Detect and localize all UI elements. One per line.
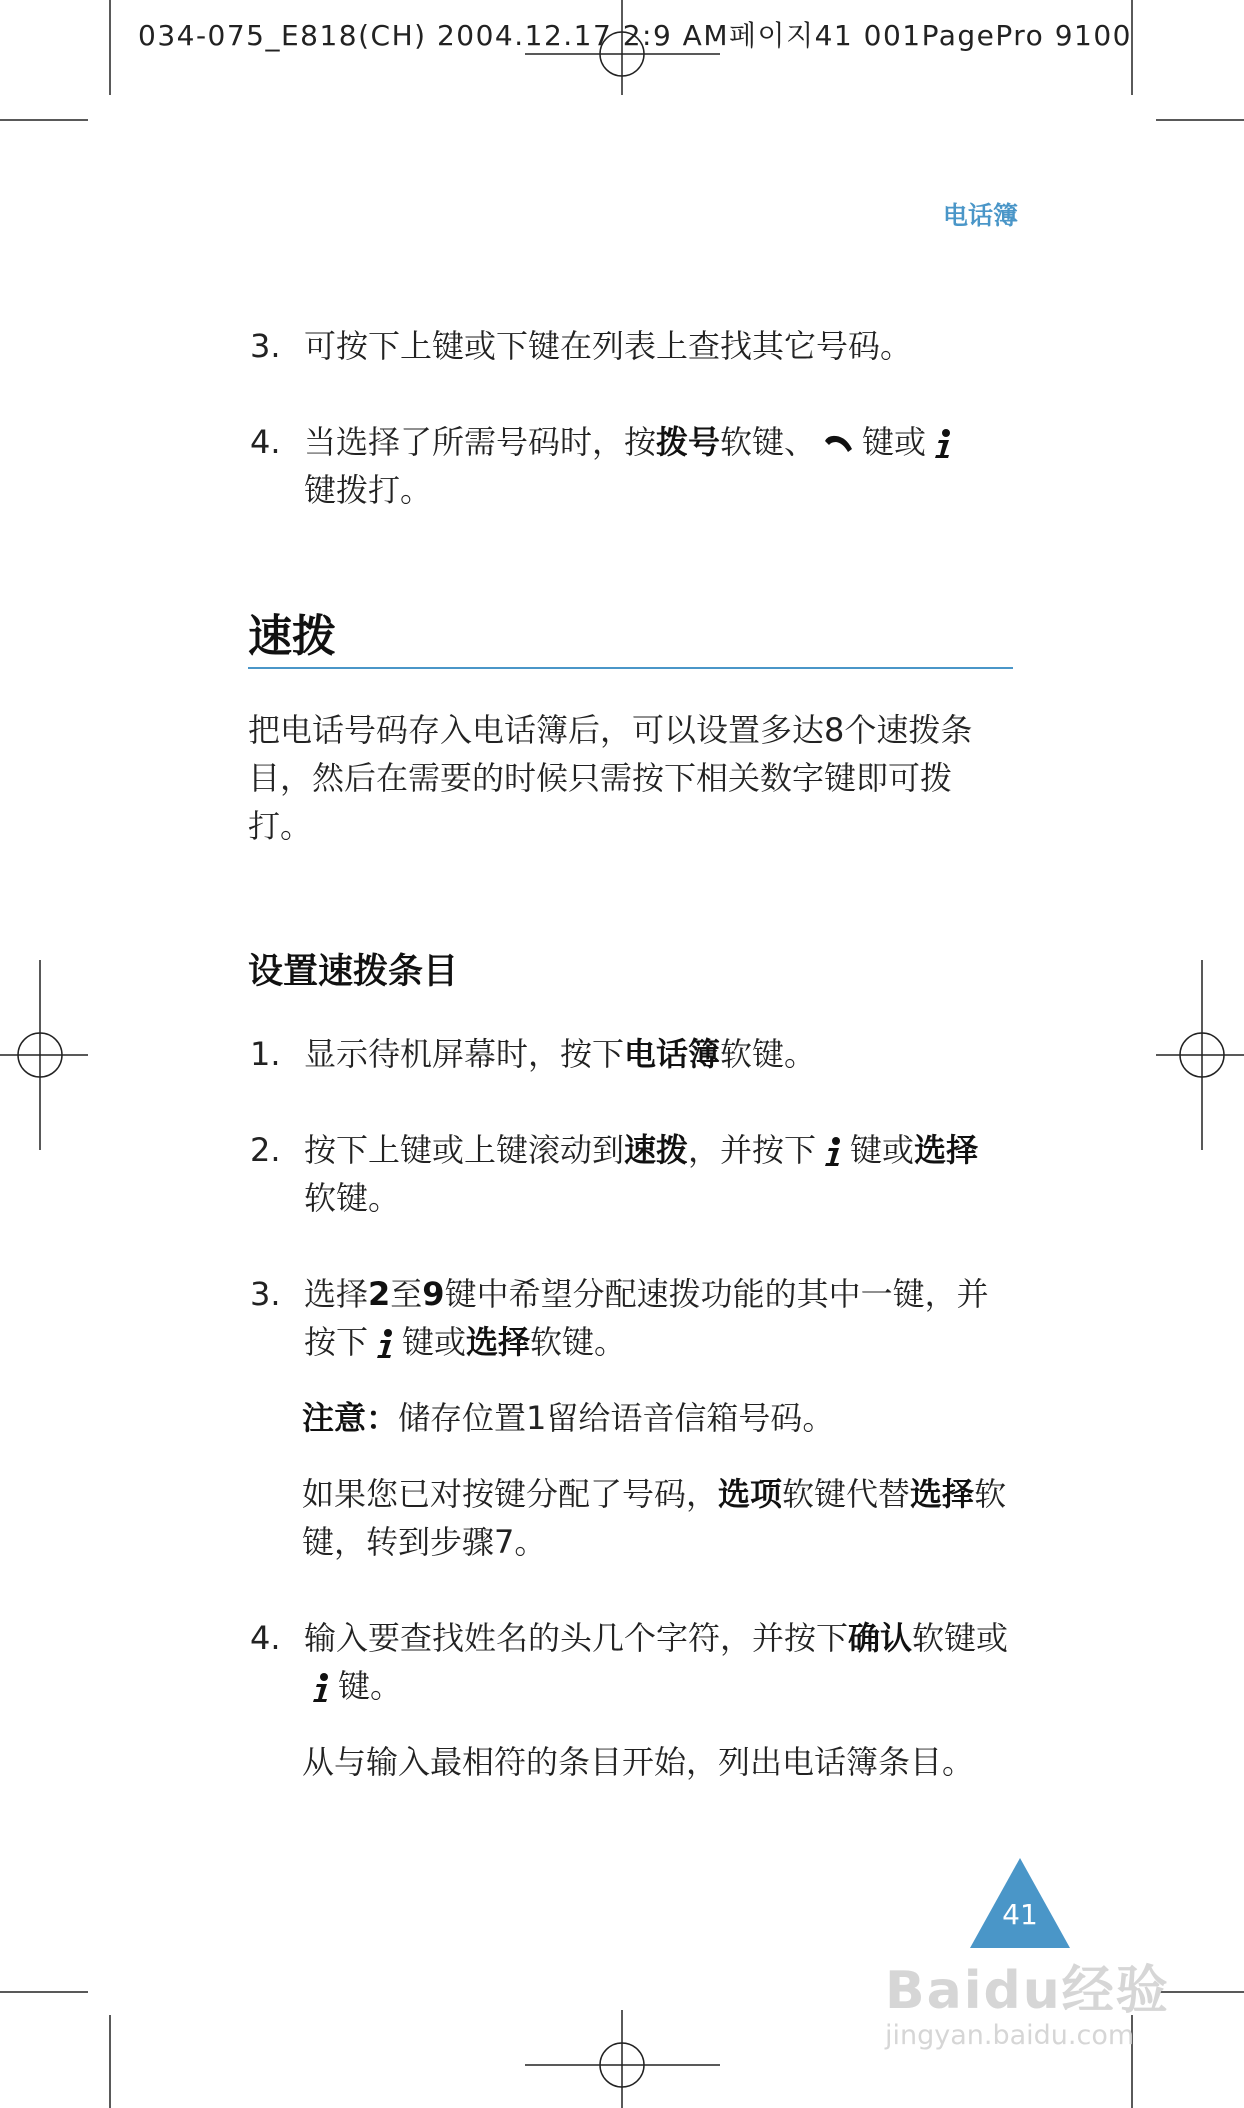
section-rule: [248, 667, 1013, 669]
step-number: 1.: [250, 1035, 281, 1073]
step-item: [250, 1126, 1030, 1222]
step-text: 显示待机屏幕时，按下电话簿软键。: [304, 1035, 817, 1073]
select-softkey-label: 选择: [466, 1323, 531, 1361]
step-item: [250, 1030, 1030, 1078]
section-intro: 把电话号码存入电话簿后，可以设置多达8个速拨条目，然后在需要的时候只需按下相关数字键即可拨打。: [248, 711, 973, 845]
confirm-softkey-label: 确认: [848, 1619, 913, 1657]
phonebook-softkey-label: 电话簿: [624, 1035, 721, 1073]
watermark-brand: Baidu经验: [885, 1961, 1170, 2021]
step-text: 输入要查找姓名的头几个字符，并按下确认软键或键。: [304, 1619, 1009, 1705]
subsection-title: 设置速拨条目: [248, 952, 459, 992]
step-item: [250, 1614, 1030, 1710]
step-number: 2.: [250, 1131, 281, 1169]
phone-handset-icon: [822, 432, 856, 456]
list-text: 当选择了所需号码时，按拨号软键、 键或 键拨打。: [304, 418, 1030, 514]
speed-dial-menu-label: 速拨: [624, 1131, 689, 1169]
select-softkey-label: 选择: [914, 1131, 979, 1169]
list-text: 可按下上键或下键在列表上查找其它号码。: [304, 327, 913, 365]
step-text: 选择2至9键中希望分配速拨功能的其中一键，并按下 键或选择软键。: [304, 1275, 989, 1361]
step-number: 4.: [250, 1619, 281, 1657]
result-paragraph: 从与输入最相符的条目开始，列出电话簿条目。: [302, 1743, 975, 1781]
list-item: [250, 418, 1030, 514]
list-item: [250, 322, 1030, 370]
step-item: [250, 1270, 1030, 1366]
info-i-icon: [822, 1136, 844, 1168]
select-softkey-label: 选择: [910, 1475, 975, 1513]
dial-softkey-label: 拨号: [656, 423, 721, 461]
note-label: 注意：: [302, 1399, 399, 1437]
running-head: 电话簿: [942, 201, 1018, 230]
info-i-icon: [932, 428, 954, 460]
step-text: 按下上键或上键滚动到速拨，并按下 键或选择 软键。: [304, 1131, 979, 1217]
info-i-icon: [310, 1672, 332, 1704]
page-number-badge: [970, 1858, 1070, 1948]
list-number: 4.: [250, 423, 281, 461]
print-slug-header: 034-075_E818(CH) 2004.12.17 2:9 AM페이지41 001PagePro 9100: [138, 19, 1132, 52]
step-number: 3.: [250, 1275, 281, 1313]
watermark-url: jingyan.baidu.com: [885, 2020, 1135, 2051]
assigned-key-paragraph: 如果您已对按键分配了号码，选项软键代替选择软键，转到步骤7。: [302, 1475, 1007, 1561]
list-number: 3.: [250, 327, 281, 365]
info-i-icon: [374, 1328, 396, 1360]
section-title: 速拨: [248, 611, 336, 662]
page-number: 41: [1002, 1898, 1038, 1931]
options-softkey-label: 选项: [718, 1475, 783, 1513]
note-paragraph: 注意：储存位置1留给语音信箱号码。: [302, 1399, 835, 1437]
